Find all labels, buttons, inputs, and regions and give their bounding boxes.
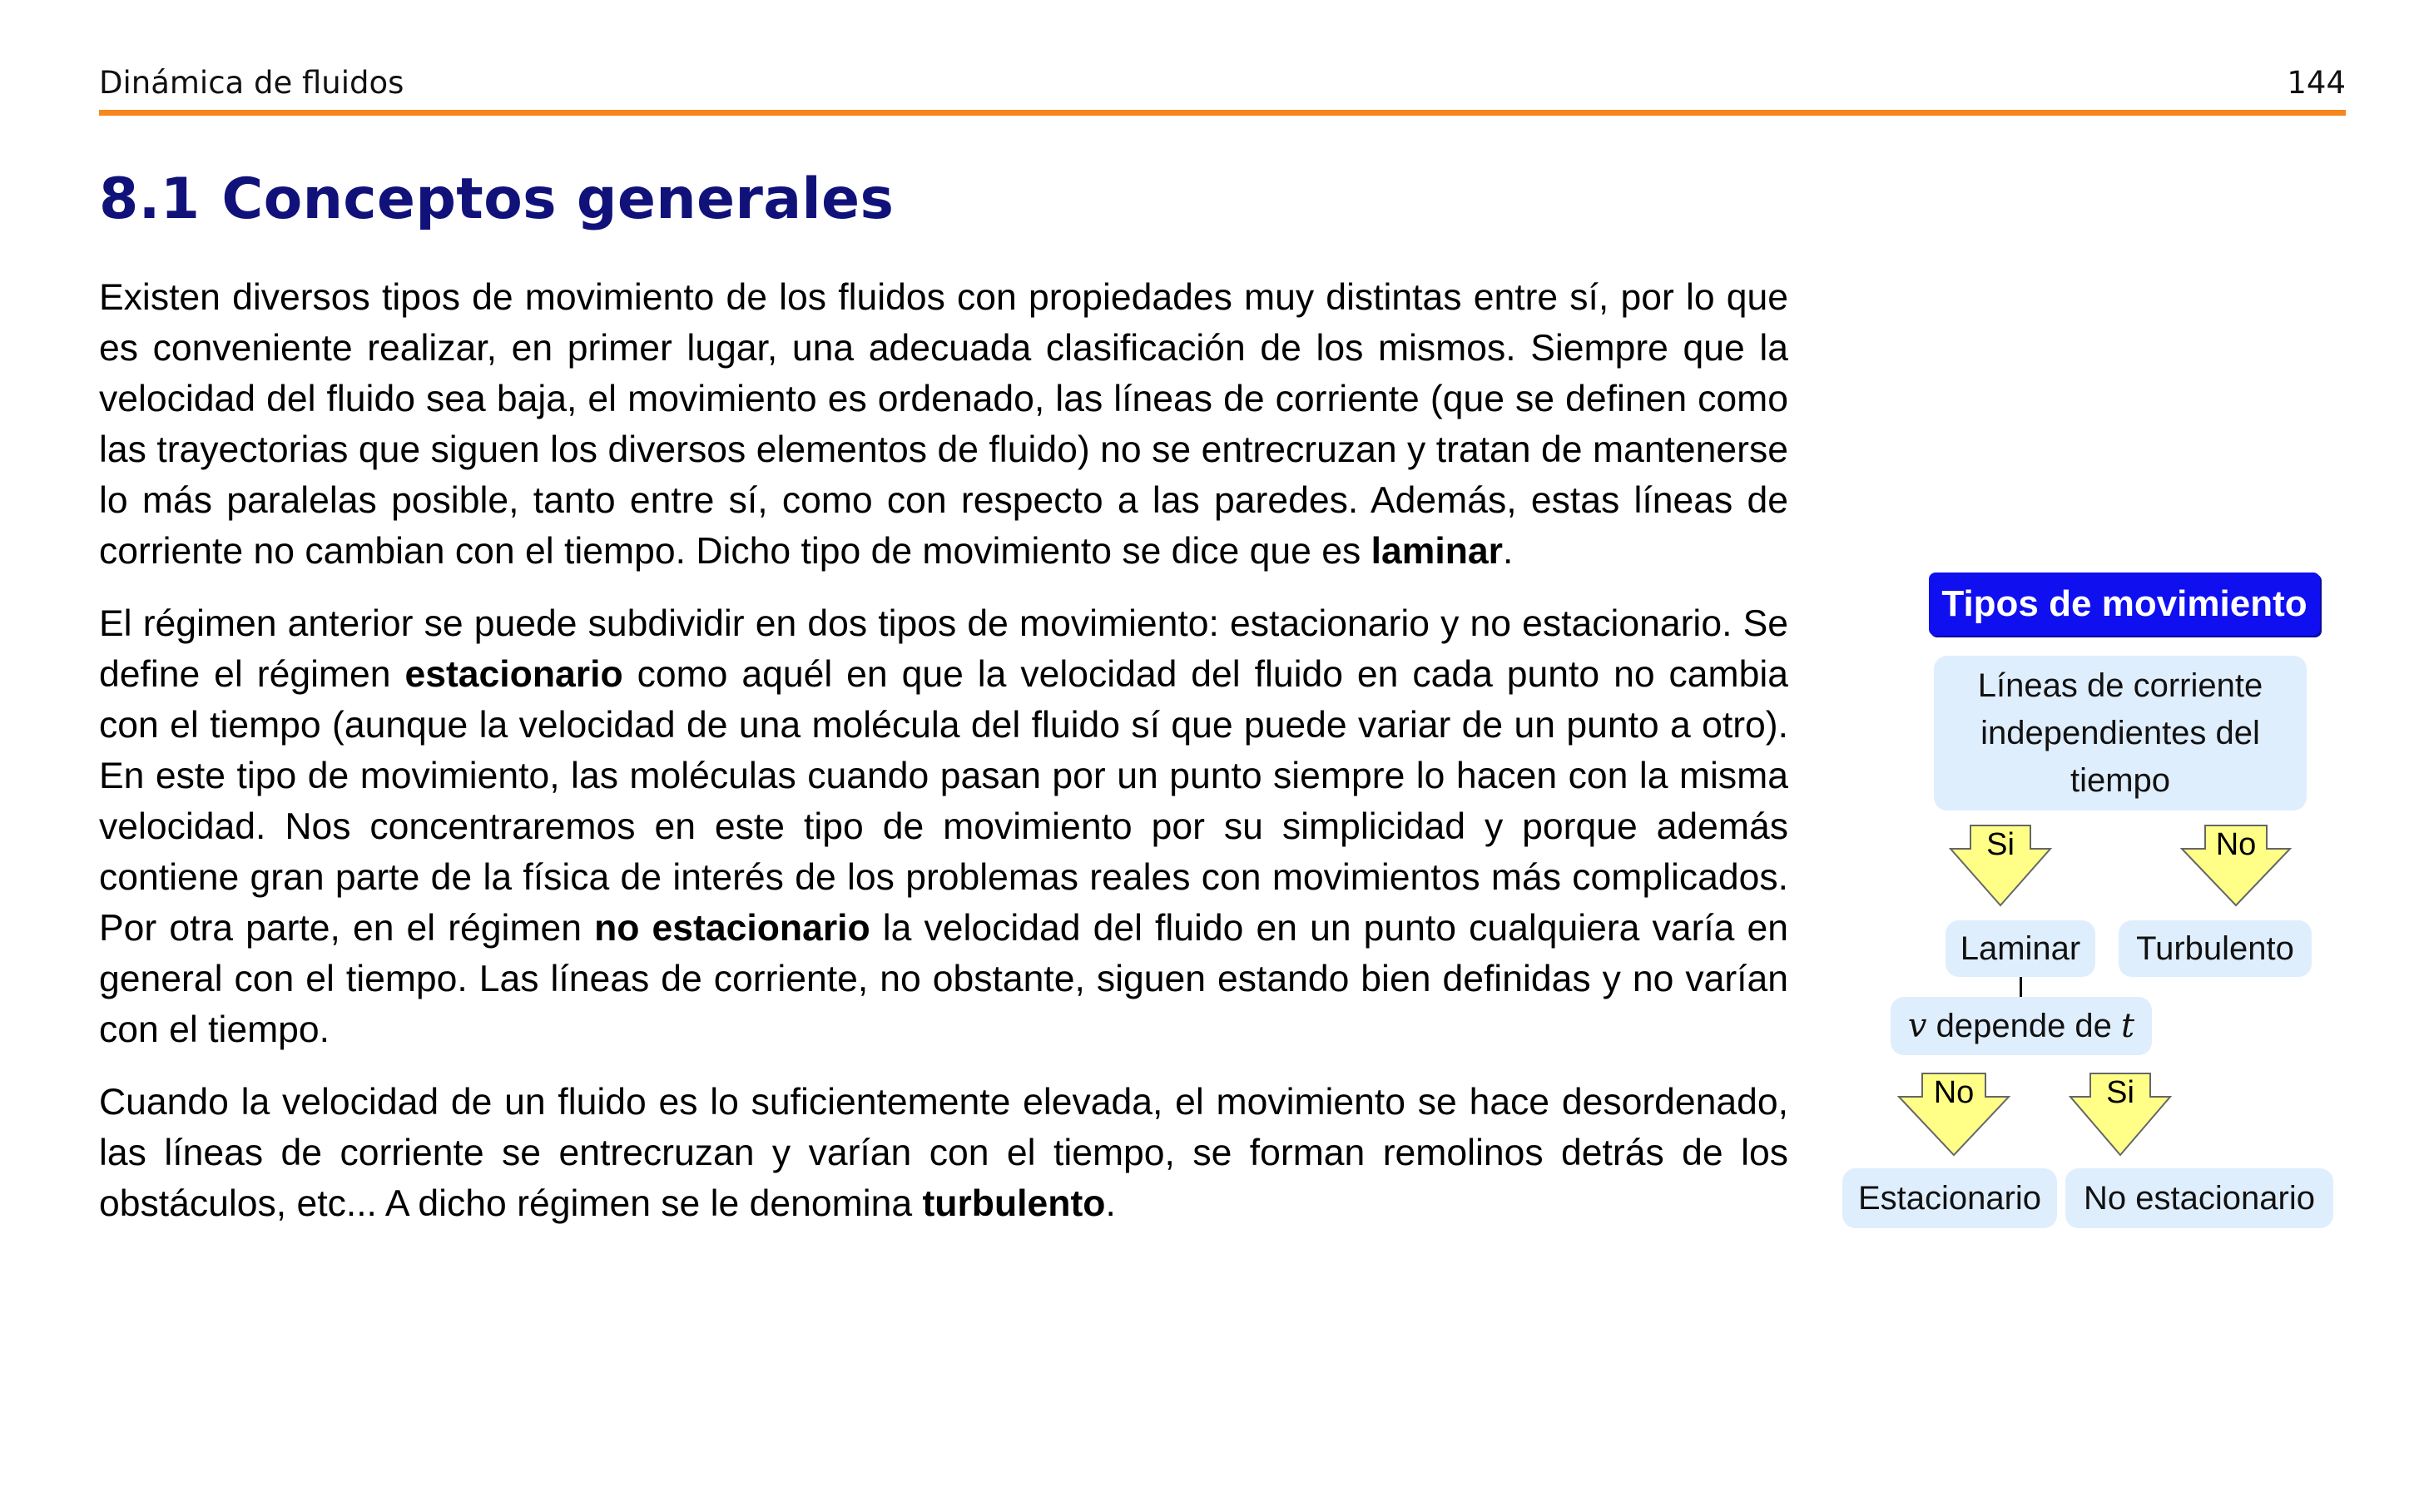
diagram-title: Tipos de movimiento [1929, 573, 2320, 636]
paragraph-text: El régimen anterior se puede subdividir en dos tipos de movimiento: estacionario y no estacionario. Se define el régimen [99, 603, 1788, 695]
chapter-title: Dinámica de fluidos [99, 65, 404, 101]
arrow-yes-1 [1949, 824, 2052, 907]
arrow-yes-2 [2069, 1072, 2172, 1157]
arrow-no-1 [2180, 824, 2292, 907]
section-title: Conceptos generales [221, 166, 895, 232]
page-number: 144 [2287, 65, 2346, 101]
paragraph-text: . [1502, 531, 1514, 572]
arrow-label-yes-1: Si [1986, 827, 2015, 862]
bold-term-estacionario: estacionario [404, 654, 623, 695]
bold-term-laminar: laminar [1371, 531, 1503, 572]
paragraph-text: Existen diversos tipos de movimiento de los fluidos con propiedades muy distintas entre sí, por lo que es conveniente realizar, en primer lugar, una adecuada clasificación de los mismos. Siempre que la velocidad del fluido sea baja, el movimiento es ordenado, las líneas de corriente (que se definen como las trayectorias que siguen los diversos elementos de fluido) no se entrecruzan y tratan de mantenerse lo más paralelas posible, tanto entre sí, como con respecto a las paredes. Además, estas líneas de corriente no cambian con el tiempo. Dicho tipo de movimiento se dice que es [99, 277, 1788, 572]
no-estacionario-box: No estacionario [2065, 1168, 2333, 1228]
flow-classification-diagram [1831, 566, 2347, 1248]
paragraph-text: . [1105, 1183, 1116, 1224]
body-text [99, 272, 1788, 1251]
paragraph-text: la velocidad del fluido en un punto cualquiera varía en general con el tiempo. Las líneas de corriente, no obstante, siguen estando bien definidas y no varían con el tiempo. [99, 908, 1789, 1050]
paragraph-2 [99, 598, 1788, 1055]
arrow-no-2 [1897, 1072, 2010, 1157]
section-number: 8.1 [99, 166, 201, 232]
time-symbol: t [2121, 1007, 2135, 1045]
paragraph-3 [99, 1077, 1788, 1229]
bold-term-no-estacionario: no estacionario [594, 908, 870, 949]
bold-term-turbulento: turbulento [922, 1183, 1106, 1224]
paragraph-text: Cuando la velocidad de un fluido es lo suficientemente elevada, el movimiento se hace desordenado, las líneas de corriente se entrecruzan y varían con el tiempo, se forman remolinos detrás de los obstáculos, etc... A dicho régimen se le denomina [99, 1082, 1788, 1224]
paragraph-1 [99, 272, 1788, 577]
question-velocity-box [1891, 997, 2152, 1055]
connector-line [2020, 977, 2022, 997]
turbulento-box: Turbulento [2119, 920, 2312, 977]
arrow-label-no-2: No [1933, 1075, 1975, 1110]
estacionario-box: Estacionario [1842, 1168, 2057, 1228]
question-streamlines-box: Líneas de corriente independientes del tiempo [1934, 656, 2307, 811]
depends-text: depende de [1926, 1007, 2122, 1044]
velocity-symbol: v [1907, 1007, 1927, 1045]
section-heading [99, 166, 894, 232]
paragraph-text: como aquél en que la velocidad del fluido en cada punto no cambia con el tiempo (aunque la velocidad de una molécula del fluido sí que puede variar de un punto a otro). En este tipo de movimiento, las moléculas cuando pasan por un punto siempre lo hacen con la misma velocidad. Nos concentraremos en este tipo de movimiento por su simplicidad y porque además contiene gran parte de la física de interés de los problemas reales con movimientos más complicados. Por otra parte, en el régimen [99, 654, 1788, 949]
page-header [99, 63, 2346, 116]
laminar-box: Laminar [1946, 920, 2095, 977]
arrow-label-yes-2: Si [2106, 1075, 2134, 1110]
arrow-label-no-1: No [2215, 827, 2257, 862]
